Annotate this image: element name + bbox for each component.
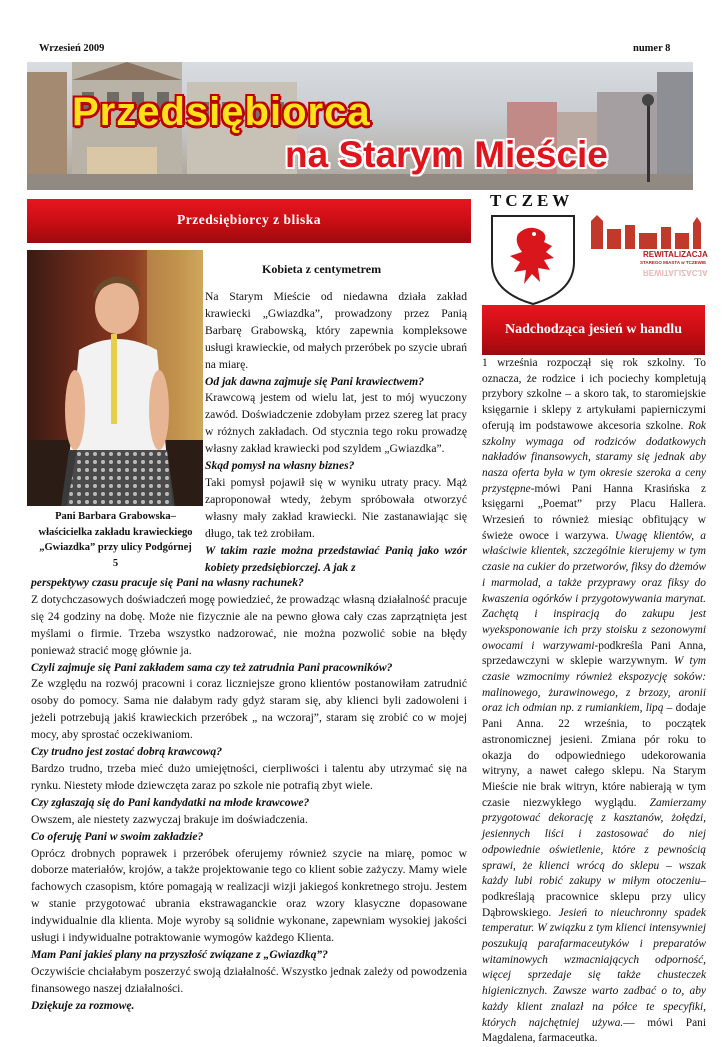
article-title: Kobieta z centymetrem xyxy=(262,262,382,276)
interview-question: Co oferuję Pani w swoim zakładzie? xyxy=(31,829,204,843)
quote-span: Jesień to nieuchronny spadek temperatur. W związku z tym klienci intensywniej poszukują parafarmaceutyków i preparatów witaminowych wzmacniających odporność, więcej sprzedaje się także chusteczek higienicznych. Zawsze warto zadbać o to, aby każdy klient znalazł na półce te specyfiki, których najchętniej używa. xyxy=(482,906,706,1029)
text-span: -mówi Pani Hanna Krasińska z księgarni „Poemat” przy Placu Hallera. Wrzesień to również miesiąc obfitujący w świeże owoce i warzywa. xyxy=(482,482,706,542)
portrait-photo xyxy=(27,250,203,506)
masthead-title-line1: Przedsiębiorca xyxy=(72,90,371,134)
quote-span: W tym czasie wzmocnimy również ekspozycję soków: malinowego, żurawinowego, z brzozy, aronii oraz ich odmian np. z rumiankiem, lipą xyxy=(482,655,706,715)
interview-answer: Bardzo trudno, trzeba mieć dużo umiejętności, cierpliwości i talentu aby utrzymać się na rynku. Niestety młode dziewczęta zaraz po szkole nie potrafią zbyt wiele. xyxy=(31,761,467,792)
right-paragraph xyxy=(482,356,706,1047)
rewitalizacja-label: REWITALIZACJA xyxy=(643,250,708,259)
interview-question: Dziękuje za rozmowę. xyxy=(31,998,135,1012)
right-column-article xyxy=(482,356,706,1047)
article-narrow-column xyxy=(205,289,467,576)
text-span: -podkreśla Pani Anna, sprzedawczyni w sklepie warzywnym. xyxy=(482,639,706,668)
quote-span: Zamierzamy przygotować dekorację z kasztanów, żołędzi, jesiennych liści i zastosować do niej odpowiednie oświetlenie, które z pewnością sprawi, że klienci wrócą do sklepu – wszak każdy lubi robić zakupy w miłym otoczeniu xyxy=(482,796,706,888)
interview-answer: Oprócz drobnych poprawek i przeróbek oferujemy również szycie na miarę, pomoc w doborze materiałów, krojów, a także projektowanie tego co klient sobie zażyczy. Mamy wiele fachowych czasopism, które pomagają w realizacji wizji jakiegoś konkretnego stroju. Jestem w stanie przygotować ubrania ekstrawaganckie oraz wzory klasyczne dopasowane indywidualnie dla klienta. Moje wyroby są solidnie wykonane, zapewniam wysokiej jakości usługi i indywidualne potraktowanie wymogów każdego Klienta. xyxy=(31,846,467,945)
interview-question: W takim razie można przedstawiać Panią jako wzór kobiety przedsiębiorczej. A jak z xyxy=(205,543,467,574)
tczew-label: TCZEW xyxy=(490,191,574,210)
interview-question: Mam Pani jakieś plany na przyszłość związane z „Gwiazdką”? xyxy=(31,947,328,961)
interview-question: perspektywy czasu pracuje się Pani na własny rachunek? xyxy=(31,576,304,589)
text-span: – podkreślają pracownice sklepu przy ulicy Dąbrowskiego. xyxy=(482,875,706,919)
interview-answer: Na Starym Mieście od niedawna działa zakład krawiecki „Gwiazdka”, prowadzony przez Panią Barbarę Grabowską, który zapewnia kompleksowe usługi krawieckie, od małych przeróbek po szycie ubrań na miarę. xyxy=(205,290,467,371)
text-span: – dodaje Pani Anna. 22 września, to początek astronomicznej jesieni. Zmiana pór roku to okazja do odpowiedniego udekorowania witryny, a nawet całego sklepu. Na Starym Mieście nie brak witryn, które nabierają w tym czasie niezwykłego wyglądu. xyxy=(482,702,706,809)
quote-span: Uwagę klientów, a właściwie klientek, szczególnie kierujemy w tym czasie na cukier do przetworów, fiksy do dżemów i marmolad, a także przyprawy oraz fiksy do kwaszenia ogórków i przygotowywania marynat. Zachętą i inspiracją do zakupu jest wyeksponowanie ich przy stoisku z sezonowymi owocami i warzywami xyxy=(482,529,706,652)
interview-question: Skąd pomysł na własny biznes? xyxy=(205,459,355,473)
interview-answer: Taki pomysł pojawił się w wyniku utraty pracy. Mąż zaproponował wtedy, żebym spróbowała otworzyć własny mały zakład krawiecki. Nie zastanawiając się długo, tak też zrobiłam. xyxy=(205,475,467,540)
tczew-coat-of-arms xyxy=(488,212,578,306)
masthead-title-line2: na Starym Mieście xyxy=(285,134,608,175)
rewitalizacja-reflection: REWITALIZACJA xyxy=(643,268,708,277)
rewitalizacja-sublabel: STAREGO MIASTA w TCZEWIE xyxy=(640,260,707,265)
text-span: 1 września rozpoczął się rok szkolny. To oznacza, że rodzice i ich pociechy kompletują przybory szkolne – a skoro tak, to staromiejskie księgarnie i sklepy z artykułami papierniczymi oferują im podstawowe akcesoria szkolne. xyxy=(482,357,706,432)
quote-span: Rok szkolny wymaga od rodziców dodatkowych nakładów finansowych, staramy się jednak aby nasza oferta była w tym okresie szeroka a ceny przystępne xyxy=(482,419,706,495)
text-span: — mówi Pani Magdalena, farmaceutka. xyxy=(482,1016,706,1045)
interview-question: Czyli zajmuje się Pani zakładem sama czy też zatrudnia Pani pracowników? xyxy=(31,660,393,674)
interview-answer: Ze względu na rozwój pracowni i coraz liczniejsze grono klientów postanowiłam zatrudnić osoby do pomocy. Sama nie dałabym rady gdyż staram się, aby klienci byli zadowoleni i jeżeli potrzebują jakiś krawieckich przeróbek „ na wczoraj”, staram się zrobić co w mojej mocy, aby sprostać oczekiwaniom. xyxy=(31,677,467,742)
right-section-bar: Nadchodząca jesień w handlu xyxy=(482,305,705,355)
interview-answer: Krawcową jestem od wielu lat, jest to mój wyuczony zawód. Doświadczenie zdobyłam przez szereg lat pracy w różnych zakładach. Od stycznia tego roku prowadzę własny zakład krawiecki pod szyldem „Gwiazdka”. xyxy=(205,391,467,456)
interview-question: Czy trudno jest zostać dobrą krawcową? xyxy=(31,745,222,759)
photo-caption: Pani Barbara Grabowska– właścicielka zakładu krawieckiego „Gwiazdka” przy ulicy Podgórnej 5 xyxy=(38,511,193,569)
interview-answer: Owszem, ale niestety zazwyczaj brakuje im doświadczenia. xyxy=(31,812,308,826)
issue-number: numer 8 xyxy=(633,43,671,54)
interview-question: Czy zgłaszają się do Pani kandydatki na młode krawcowe? xyxy=(31,795,310,809)
issue-date: Wrzesień 2009 xyxy=(39,43,105,54)
article-wide-column xyxy=(31,575,467,1015)
interview-answer: Z dotychczasowych doświadczeń mogę powiedzieć, że prowadząc własną działalność pracuje się 24 godziny na dobę. Może nie fizycznie ale na pewno głowa cały czas zaprzątnięta jest myślami o firmie. Trzeba wszystko nadzorować, nie można pozwolić sobie na błędy ponieważ stracić mogę głównie ja. xyxy=(31,592,467,657)
interview-question: Od jak dawna zajmuje się Pani krawiectwem? xyxy=(205,374,425,388)
section-bar: Przedsiębiorcy z bliska xyxy=(27,199,471,243)
interview-answer: Oczywiście chciałabym poszerzyć swoją działalność. Wszystko jednak zależy od powodzenia finansowego naszej działalności. xyxy=(31,964,467,995)
masthead-banner xyxy=(27,62,693,190)
